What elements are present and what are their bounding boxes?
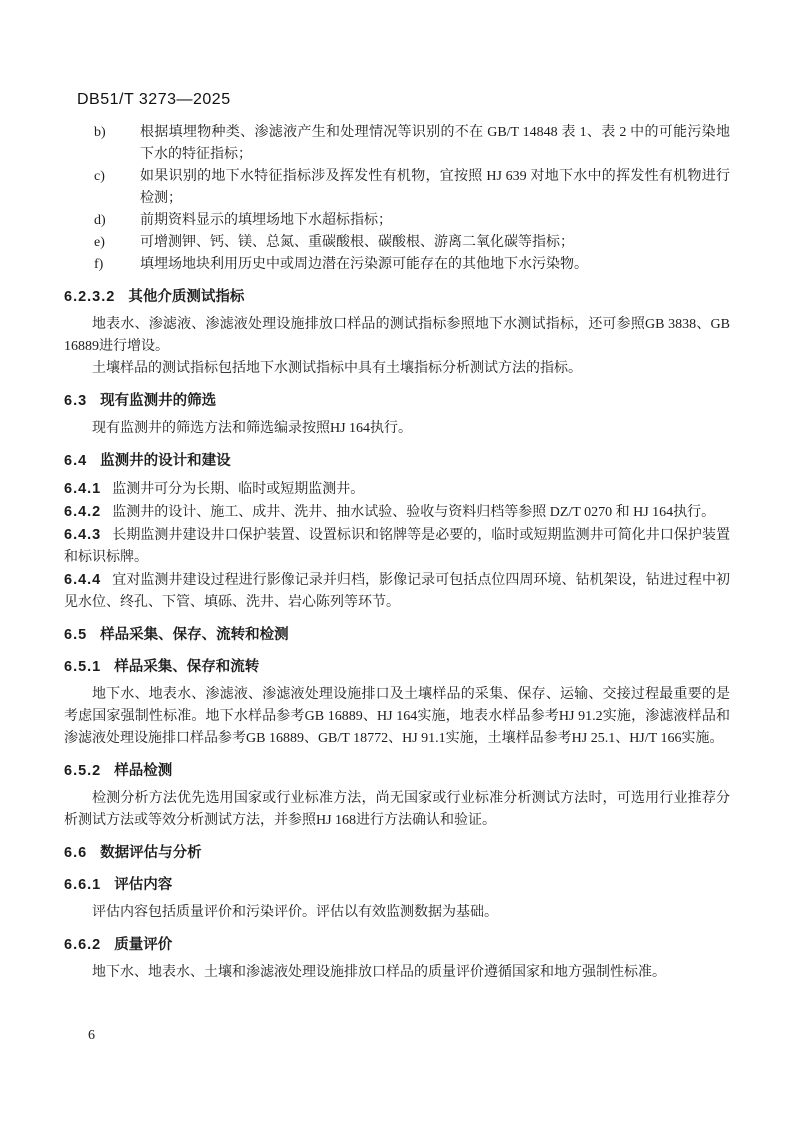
section-heading — [64, 934, 730, 956]
list-item-text: 填埋场地块利用历史中或周边潜在污染源可能存在的其他地下水污染物。 — [140, 257, 588, 272]
clause-text: 宜对监测井建设过程进行影像记录并归档，影像记录可包括点位四周环境、钻机架设，钻进过程中初见水位、终孔、下管、填砾、洗井、岩心陈列等环节。 — [64, 573, 730, 610]
clause-paragraph — [64, 524, 730, 569]
list-marker: e) — [94, 235, 105, 250]
list-item — [64, 210, 730, 232]
list-marker: c) — [94, 169, 105, 184]
section-number: 6.4 — [64, 453, 88, 469]
section-number: 6.2.3.2 — [64, 289, 116, 305]
list-item — [64, 254, 730, 276]
section-title: 现有监测井的筛选 — [100, 393, 217, 409]
section-title: 样品采集、保存和流转 — [114, 659, 260, 675]
list-item-text: 如果识别的地下水特征指标涉及挥发性有机物，宜按照 HJ 639 对地下水中的挥发性有机物进行检测； — [140, 169, 730, 206]
section-number: 6.5.2 — [64, 763, 102, 779]
list-marker: f) — [94, 257, 104, 272]
section-heading — [64, 624, 730, 646]
section-number: 6.6 — [64, 845, 88, 861]
paragraph: 地表水、渗滤液、渗滤液处理设施排放口样品的测试指标参照地下水测试指标，还可参照GB 3838、GB 16889进行增设。 — [64, 317, 730, 354]
list-item-text: 可增测钾、钙、镁、总氮、重碳酸根、碳酸根、游离二氧化碳等指标； — [140, 235, 574, 250]
clause-text: 长期监测井建设井口保护装置、设置标识和铭牌等是必要的，临时或短期监测井可简化井口保护装置和标识标牌。 — [64, 528, 730, 565]
section-heading — [64, 390, 730, 412]
clause-number: 6.4.2 — [64, 504, 102, 520]
section-title: 质量评价 — [114, 937, 173, 953]
section-title: 评估内容 — [114, 877, 173, 893]
list-item-text: 前期资料显示的填埋场地下水超标指标； — [140, 213, 392, 228]
clause-paragraph — [64, 501, 730, 524]
section-heading — [64, 874, 730, 896]
list-item-text: 根据填埋物种类、渗滤液产生和处理情况等识别的不在 GB/T 14848 表 1、表 2 中的可能污染地下水的特征指标； — [140, 125, 730, 162]
paragraph: 地下水、地表水、土壤和渗滤液处理设施排放口样品的质量评价遵循国家和地方强制性标准。 — [92, 965, 666, 980]
section-title: 样品采集、保存、流转和检测 — [100, 627, 289, 643]
clause-number: 6.4.4 — [64, 572, 102, 588]
section-number: 6.5.1 — [64, 659, 102, 675]
standard-number: DB51/T 3273—2025 — [77, 91, 231, 108]
section-title: 其他介质测试指标 — [128, 289, 245, 305]
section-number: 6.3 — [64, 393, 88, 409]
clause-paragraph — [64, 569, 730, 614]
clause-paragraph — [64, 478, 730, 501]
list-item — [64, 122, 730, 166]
section-heading — [64, 842, 730, 864]
section-heading — [64, 760, 730, 782]
section-heading — [64, 450, 730, 472]
paragraph: 地下水、地表水、渗滤液、渗滤液处理设施排口及土壤样品的采集、保存、运输、交接过程最重要的是考虑国家强制性标准。地下水样品参考GB 16889、HJ 164实施，地表水样品参考HJ 91.2实施，渗滤液样品和渗滤液处理设施排口样品参考GB 16889、GB/T 18772、HJ 91.1实施，土壤样品参考HJ 25.1、HJ/T 166实施。 — [64, 687, 730, 746]
clause-text: 监测井的设计、施工、成井、洗井、抽水试验、验收与资料归档等参照 DZ/T 0270 和 HJ 164执行。 — [112, 505, 716, 520]
section-heading — [64, 656, 730, 678]
document-footer — [88, 1028, 95, 1044]
section-title: 监测井的设计和建设 — [100, 453, 231, 469]
page-number: 6 — [88, 1028, 95, 1043]
document-header — [77, 91, 231, 109]
section-title: 数据评估与分析 — [100, 845, 202, 861]
paragraph: 评估内容包括质量评价和污染评价。评估以有效监测数据为基础。 — [92, 905, 498, 920]
list-item — [64, 166, 730, 210]
paragraph: 现有监测井的筛选方法和筛选编录按照HJ 164执行。 — [92, 421, 413, 436]
section-number: 6.5 — [64, 627, 88, 643]
clause-text: 监测井可分为长期、临时或短期监测井。 — [112, 482, 365, 497]
list-marker: d) — [94, 213, 106, 228]
section-number: 6.6.1 — [64, 877, 102, 893]
section-number: 6.6.2 — [64, 937, 102, 953]
paragraph: 土壤样品的测试指标包括地下水测试指标中具有土壤指标分析测试方法的指标。 — [92, 361, 582, 376]
list-item — [64, 232, 730, 254]
clause-number: 6.4.1 — [64, 481, 102, 497]
document-body — [64, 122, 730, 984]
list-marker: b) — [94, 125, 106, 140]
paragraph: 检测分析方法优先选用国家或行业标准方法，尚无国家或行业标准分析测试方法时，可选用行业推荐分析测试方法或等效分析测试方法，并参照HJ 168进行方法确认和验证。 — [64, 791, 730, 828]
section-title: 样品检测 — [114, 763, 173, 779]
section-heading — [64, 286, 730, 308]
clause-number: 6.4.3 — [64, 527, 102, 543]
